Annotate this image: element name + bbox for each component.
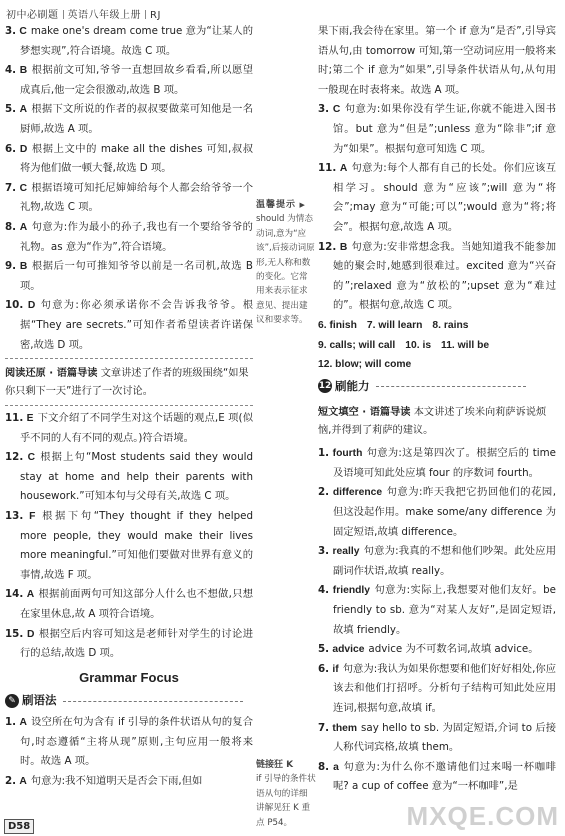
item-number: 14. xyxy=(5,588,24,601)
item-number: 5. xyxy=(318,643,330,656)
answer-item xyxy=(318,483,556,542)
tip-text: should 为情态动词,意为“应该”,后接动词原形,无人称和数的变化。它常用来表示征求意见、提出建议和要求等。 xyxy=(256,214,315,326)
answer-item xyxy=(5,22,253,61)
item-explanation: 下文介绍了不同学生对这个话题的观点,E 项(似乎不同的人有不同的观点。)符合语境。 xyxy=(20,412,253,444)
answer-item xyxy=(5,61,253,100)
watermark: MXQE.COM xyxy=(406,801,559,831)
item-explanation: 句意为:这是第四次了。根据空后的 time 及语境可知此处应填 four 的序数词 fourth。 xyxy=(333,447,556,479)
answer-item xyxy=(318,581,556,640)
answer-item xyxy=(5,448,253,507)
item-number: 2. xyxy=(318,486,330,499)
answer-item xyxy=(5,296,253,355)
item-explanation: 句意为:为什么你不邀请他们过来喝一杯咖啡呢? a cup of coffee 意为“一杯咖啡”,是 xyxy=(333,760,556,793)
book-title: 初中必刷题 xyxy=(6,10,59,21)
item-explanation: 句意为:安非常想念我。当她知道我不能参加她的聚会时,她感到很难过。excited 意为“兴奋的”;relaxed 意为“放松的”;upset 意为“难过的”。根据句意,故选 C 项。 xyxy=(333,240,556,312)
page-header xyxy=(6,6,161,21)
item-answer: C xyxy=(19,182,28,194)
item-answer: F xyxy=(29,511,36,523)
item-number: 12. xyxy=(318,240,337,253)
grammar-focus-title: Grammar Focus xyxy=(79,669,179,685)
item-explanation: 句意为:实际上,我想要对他们友好。be friendly to sb. 意为“对某人友好”,是固定短语,故填 friendly。 xyxy=(333,584,556,636)
answer-item xyxy=(5,625,253,664)
reading-intro: 阅读还原 · 语篇导读 文章讲述了作者的班级围绕“如果你只剩下一天”进行了一次讨论。 xyxy=(5,368,249,398)
answer-item xyxy=(5,772,253,792)
answer-item xyxy=(318,100,556,159)
item-number: 4. xyxy=(318,584,330,597)
item-answer: D xyxy=(26,628,35,640)
item-explanation: 根据上句“Most students said they would stay at home and help their parents with housework.”可知本句与父母有关,故选 C 项。 xyxy=(20,451,253,503)
item-number: 7. xyxy=(5,181,17,194)
item-explanation: 句意为:我不知道明天是否会下雨,但如 xyxy=(30,774,203,787)
item-explanation: say hello to sb. 为固定短语,介词 to 后接人称代词宾格,故填 them。 xyxy=(333,721,556,754)
item-explanation: 句意为:你必须承诺你不会告诉我爷爷。根据“They are secrets.”可知作者希望读者许诺保密,故选 D 项。 xyxy=(20,299,254,351)
answer-item xyxy=(318,640,556,660)
item-explanation: 句意为:如果你没有学生证,你就不能进入图书馆。but 意为“但是”;unless 意为“除非”;if 意为“如果”。根据句意可知选 C 项。 xyxy=(333,103,556,155)
left-column xyxy=(5,22,253,791)
item-answer: a xyxy=(333,761,339,773)
item-answer: B xyxy=(19,261,28,273)
answer-item xyxy=(5,100,253,139)
answer-item xyxy=(318,444,556,483)
item-answer: B xyxy=(19,65,28,77)
item-answer: C xyxy=(332,104,341,116)
answer-item xyxy=(318,758,556,797)
item-answer: friendly xyxy=(332,585,370,597)
item-number: 5. xyxy=(5,103,17,116)
item-explanation: 句意为:作为最小的孙子,我也有一个要给爷爷的礼物。as 意为“作为”,符合语境。 xyxy=(20,220,253,253)
item-number: 12. xyxy=(5,451,24,464)
badge-icon: ✎ xyxy=(5,694,19,708)
item-answer: fourth xyxy=(332,448,363,460)
item-number: 1. xyxy=(5,716,17,728)
answer-item xyxy=(5,585,253,624)
item-number: 13. xyxy=(5,510,24,523)
tip-title: 温馨提示 ▶ xyxy=(256,198,316,212)
item-number: 8. xyxy=(5,220,17,233)
answer-item xyxy=(5,218,253,257)
tip-note xyxy=(256,198,316,328)
answer-item xyxy=(5,507,253,585)
ability-badge: 12 刷能力 xyxy=(318,377,526,397)
fill-row-1: 6. finish 7. will learn 8. rains xyxy=(318,319,469,331)
badge-icon: 12 xyxy=(318,381,332,392)
page-number: D58 xyxy=(4,819,34,834)
reference-text: if 引导的条件状语从句的详细讲解见狂 K 重点 P54。 xyxy=(256,774,316,828)
item-answer: A xyxy=(19,104,28,116)
fill-row-2: 9. calls; will call 10. is 11. will be xyxy=(318,339,490,351)
subject-title: 英语八年级上册 xyxy=(67,10,141,21)
item-number: 7. xyxy=(318,721,330,734)
item-answer: C xyxy=(27,452,36,464)
item-answer: E xyxy=(26,413,34,425)
item-explanation: 根据前文可知,爷爷一直想回故乡看看,所以愿望成真后,他一定会很激动,故选 B 项。 xyxy=(20,64,253,96)
item-number: 8. xyxy=(318,760,330,773)
item-number: 6. xyxy=(318,662,330,675)
item-explanation: 句意为:昨天我把它扔回他们的花园,但这没起作用。make some/any difference 为固定短语,故填 difference。 xyxy=(333,486,556,538)
answer-item xyxy=(318,238,556,316)
grammar-badge: ✎ 刷语法 xyxy=(5,691,243,711)
item-explanation: 句意为:我认为如果你想要和他们好好相处,你应该去和他们打招呼。分析句子结构可知此处应用连词,根据句意,故填 if。 xyxy=(333,662,556,714)
item-answer: if xyxy=(332,663,339,675)
item-answer: A xyxy=(339,163,348,175)
item-number: 11. xyxy=(318,162,337,175)
item-answer: A xyxy=(19,717,27,728)
item-number: 3. xyxy=(318,545,330,558)
item-number: 6. xyxy=(5,142,17,155)
item-number: 11. xyxy=(5,412,24,425)
item-answer: really xyxy=(332,546,360,558)
item-answer: A xyxy=(19,221,28,233)
answer-item xyxy=(318,660,556,719)
item-explanation: 根据下文所说的作者的叔叔要做菜可知他是一名厨师,故选 A 项。 xyxy=(20,103,253,135)
item-explanation: 设空所在句为含有 if 引导的条件状语从句的复合句,时态遵循“主将从现”原则,主句应用一般将来时。故选 A 项。 xyxy=(20,716,253,768)
edition: RJ xyxy=(150,10,161,21)
item-number: 9. xyxy=(5,260,17,273)
short-passage-intro: 短文填空 · 语篇导读 本文讲述了埃米向莉萨诉说烦恼,并得到了莉萨的建议。 xyxy=(318,407,547,437)
right-column xyxy=(318,22,556,797)
item-answer: D xyxy=(27,300,36,312)
item-explanation: make one's dream come true 意为“让某人的梦想实现”,符合语境。故选 C 项。 xyxy=(20,25,253,57)
item-answer: A xyxy=(19,775,27,787)
item-answer: difference xyxy=(332,487,383,499)
item-explanation: advice 为不可数名词,故填 advice。 xyxy=(368,643,539,656)
item-number: 2. xyxy=(5,774,17,787)
answer-item xyxy=(5,713,253,772)
fill-row-3: 12. blow; will come xyxy=(318,359,412,371)
item-explanation: 根据下句“They thought if they helped more people, they would make their lives more meaningful.”可知他们要做对世界有意义的事情,故选 F 项。 xyxy=(20,510,253,581)
item-answer: them xyxy=(332,722,358,734)
item-number: 3. xyxy=(5,25,17,37)
answer-item xyxy=(318,542,556,581)
item-explanation: 根据上文中的 make all the dishes 可知,叔叔将为他们做一顿大餐,故选 D 项。 xyxy=(20,142,253,175)
item-number: 3. xyxy=(318,103,330,116)
item-explanation: 根据语境可知托尼婶婶给每个人都会给爷爷一个礼物,故选 C 项。 xyxy=(20,181,253,214)
continued-text: 果下雨,我会待在家里。第一个 if 意为“是否”,引导宾语从句,由 tomorrow 可知,第一空动词应用一般将来时;第二个 if 意为“如果”,引导条件状语从句,从句用一般现在时表将来。故选 A 项。 xyxy=(318,25,556,96)
item-answer: B xyxy=(339,241,348,253)
item-number: 10. xyxy=(5,299,24,312)
item-answer: A xyxy=(26,589,35,601)
answer-item xyxy=(318,159,556,237)
answer-item xyxy=(318,719,556,758)
item-answer: advice xyxy=(332,644,365,656)
item-explanation: 根据后一句可推知爷爷以前是一名司机,故选 B 项。 xyxy=(20,260,253,292)
answer-item xyxy=(5,409,253,448)
answer-item xyxy=(5,179,253,218)
item-explanation: 根据空后内容可知这是老师针对学生的讨论进行的总结,故选 D 项。 xyxy=(20,627,254,660)
item-explanation: 根据前面两句可知这部分人什么也不想做,只想在家里休息,故 A 项符合语境。 xyxy=(20,588,253,621)
answer-item xyxy=(5,140,253,179)
reference-note xyxy=(256,758,316,830)
item-number: 15. xyxy=(5,627,24,640)
item-number: 1. xyxy=(318,447,330,460)
item-answer: C xyxy=(19,26,27,37)
item-explanation: 句意为:每个人都有自己的长处。你们应该互相学习。should 意为“应该”;will 意为“将会”;may 意为“可能;可以”;would 意为“将;将会”。根据句意,故选 A 项。 xyxy=(333,162,556,233)
item-answer: D xyxy=(19,143,28,155)
reference-title: 链接狂 K xyxy=(256,760,294,770)
item-number: 4. xyxy=(5,64,17,77)
item-explanation: 句意为:我真的不想和他们吵架。此处应用副词作状语,故填 really。 xyxy=(333,545,556,577)
answer-item xyxy=(5,257,253,296)
